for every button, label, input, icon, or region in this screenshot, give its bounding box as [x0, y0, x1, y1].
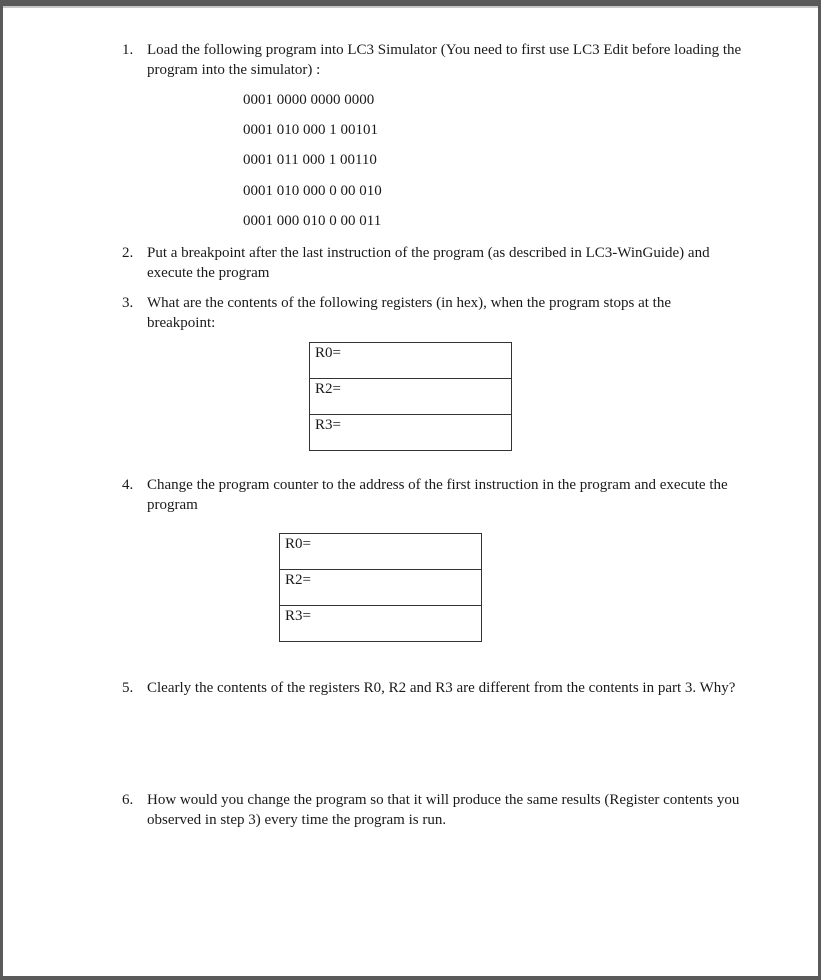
- question-3: [122, 293, 742, 333]
- question-4: [122, 475, 742, 515]
- question-number: 1.: [122, 42, 134, 58]
- question-text: How would you change the program so that it will produce the same results (Register contents you observed in step 3) every time the program is run.: [147, 792, 740, 828]
- question-number: 6.: [122, 792, 134, 808]
- question-number: 2.: [122, 245, 134, 261]
- register-cell-r0: R0=: [310, 343, 512, 379]
- document-page: [3, 6, 818, 976]
- register-cell-r0: R0=: [280, 534, 482, 570]
- question-number: 5.: [122, 680, 134, 696]
- program-line: 0001 010 000 1 00101: [243, 122, 378, 138]
- program-line: 0001 011 000 1 00110: [243, 152, 377, 168]
- register-cell-r2: R2=: [280, 570, 482, 606]
- question-text: Load the following program into LC3 Simulator (You need to first use LC3 Edit before loading the program into the simulator) :: [147, 42, 742, 78]
- register-cell-r2: R2=: [310, 379, 512, 415]
- register-cell-r3: R3=: [310, 415, 512, 451]
- program-line: 0001 010 000 0 00 010: [243, 183, 382, 199]
- register-table-part-3: [309, 342, 512, 451]
- question-text: What are the contents of the following registers (in hex), when the program stops at the breakpoint:: [147, 295, 672, 331]
- question-2: [122, 243, 742, 283]
- question-5: [122, 678, 742, 698]
- question-number: 3.: [122, 295, 134, 311]
- question-number: 4.: [122, 477, 134, 493]
- program-line: 0001 0000 0000 0000: [243, 92, 375, 108]
- register-cell-r3: R3=: [280, 606, 482, 642]
- question-1: [122, 40, 742, 80]
- program-line: 0001 000 010 0 00 011: [243, 213, 382, 229]
- question-text: Put a breakpoint after the last instruction of the program (as described in LC3-WinGuide) and execute the program: [147, 245, 710, 281]
- register-table-part-4: [279, 533, 482, 642]
- question-6: [122, 790, 742, 830]
- question-text: Clearly the contents of the registers R0, R2 and R3 are different from the contents in part 3. Why?: [147, 680, 736, 696]
- question-text: Change the program counter to the address of the first instruction in the program and execute the program: [147, 477, 728, 513]
